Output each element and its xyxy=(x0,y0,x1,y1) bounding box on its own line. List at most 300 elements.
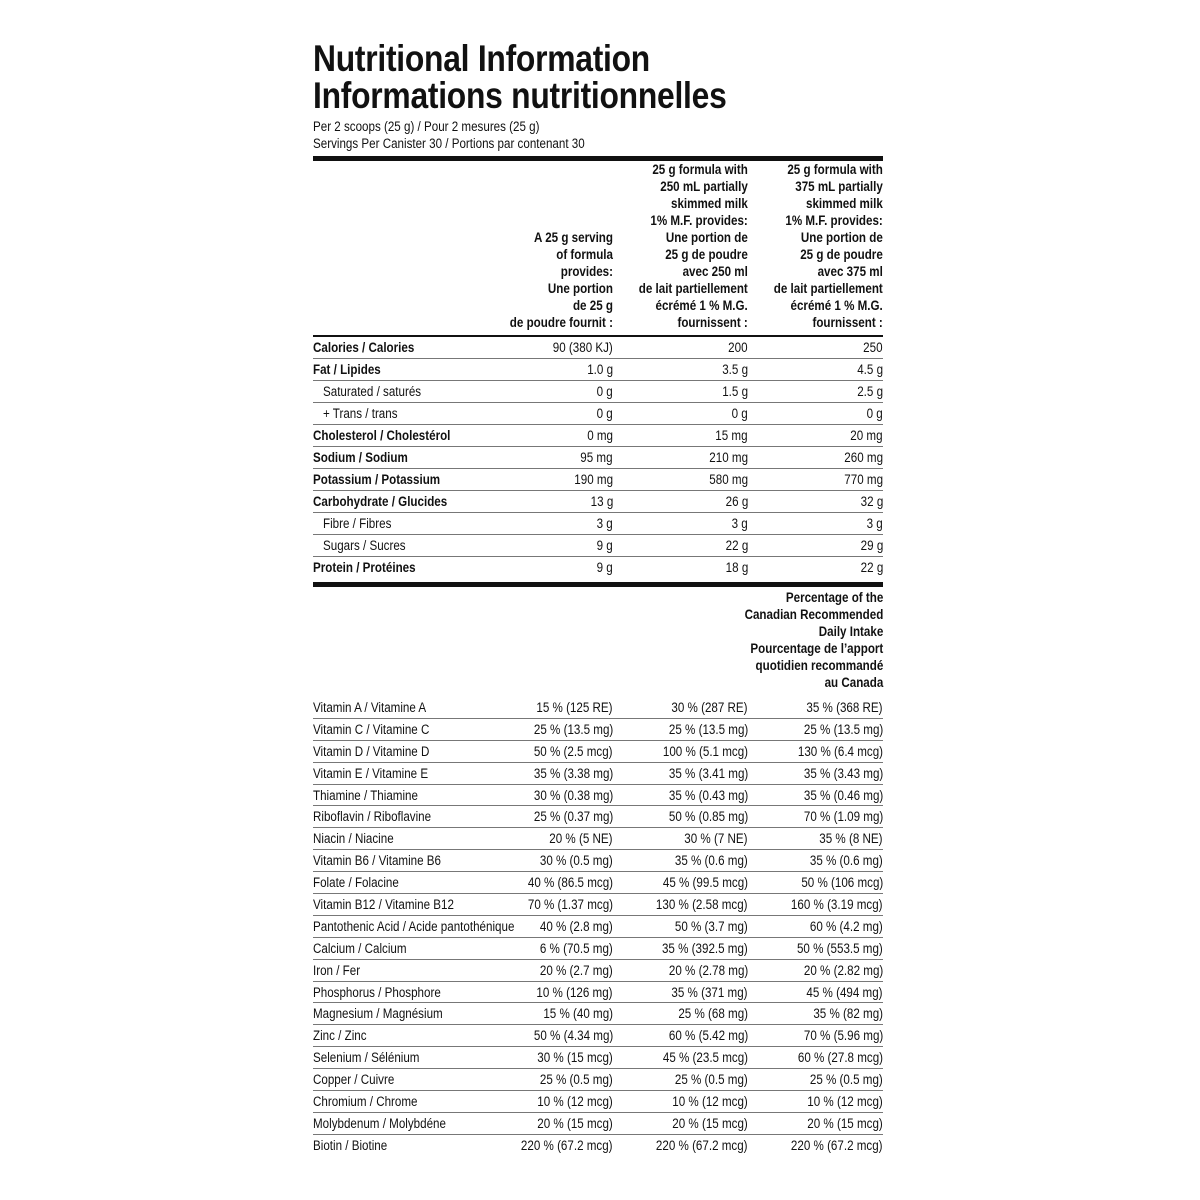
vitamin-row-label xyxy=(313,872,413,894)
value-text: 50 % (106 mcg) xyxy=(801,875,883,891)
vitamin-row xyxy=(313,828,883,850)
vitamin-row-value-c2 xyxy=(648,938,748,960)
nutrient-row-value-c2 xyxy=(710,425,748,447)
header-with-250ml-milk xyxy=(621,161,748,331)
vitamin-row-label xyxy=(313,1003,464,1025)
vitamin-row-value-c1 xyxy=(521,719,613,741)
value-text: 3 g xyxy=(731,516,748,531)
vitamin-row-label xyxy=(313,1091,435,1113)
nutrient-row-value-c1 xyxy=(543,337,613,359)
vitamin-row-label xyxy=(313,741,448,763)
vitamin-row xyxy=(313,697,883,719)
nutrient-row xyxy=(313,491,883,513)
label-text: Niacin / Niacine xyxy=(313,831,394,847)
vitamin-row-value-c3 xyxy=(791,785,883,807)
value-text: 50 % (4.34 mg) xyxy=(533,1028,613,1044)
vitamin-row xyxy=(313,763,883,785)
value-text: 45 % (99.5 mcg) xyxy=(662,875,748,891)
vitamin-row-value-c3 xyxy=(791,1025,883,1047)
header-line: Une portion de xyxy=(666,230,748,245)
label-text: Vitamin C / Vitamine C xyxy=(313,721,430,737)
vitamin-row-value-c2 xyxy=(660,1091,748,1113)
vitamin-row xyxy=(313,741,883,763)
vitamin-row-value-c1 xyxy=(521,741,613,763)
nutrient-row-value-c3 xyxy=(845,425,883,447)
vitamin-row-value-c2 xyxy=(659,697,748,719)
nutrient-row-value-c1 xyxy=(594,557,613,579)
vitamin-row xyxy=(313,960,883,982)
vitamin-row-value-c1 xyxy=(528,850,613,872)
nutrient-row-label xyxy=(313,359,392,381)
title-french xyxy=(313,77,883,114)
vitamin-row xyxy=(313,982,883,1004)
vitamin-row-value-c3 xyxy=(791,719,883,741)
vitamin-row xyxy=(313,1025,883,1047)
value-text: 50 % (3.7 mg) xyxy=(675,918,748,934)
value-text: 32 g xyxy=(860,494,883,509)
value-text: 3 g xyxy=(596,516,613,531)
nutrient-row-value-c2 xyxy=(722,491,748,513)
vitamin-row-value-c2 xyxy=(649,872,748,894)
serving-size xyxy=(313,118,883,135)
vitamin-row-label xyxy=(313,1135,399,1157)
value-text: 25 % (0.37 mg) xyxy=(533,809,613,825)
value-text: 10 % (12 mcg) xyxy=(537,1094,613,1110)
vitamin-row-value-c3 xyxy=(798,1069,883,1091)
vitamin-row-label xyxy=(313,1025,375,1047)
label-text: Calories / Calories xyxy=(313,340,415,355)
value-text: 25 % (0.5 mg) xyxy=(675,1072,748,1088)
header-line: de lait partiellement xyxy=(773,281,883,296)
vitamin-row-value-c3 xyxy=(783,938,883,960)
value-text: 6 % (70.5 mg) xyxy=(540,940,613,956)
value-text: 70 % (5.96 mg) xyxy=(803,1028,883,1044)
vitamin-row-label xyxy=(313,982,462,1004)
label-text: Fibre / Fibres xyxy=(323,516,392,531)
value-text: 35 % (3.38 mg) xyxy=(533,765,613,781)
nutrient-row-value-c1 xyxy=(575,447,613,469)
nutrient-row-value-c2 xyxy=(722,535,748,557)
header-line: 1% M.F. provides: xyxy=(650,213,748,228)
value-text: 130 % (6.4 mcg) xyxy=(797,743,883,759)
header-line: A 25 g serving xyxy=(534,230,613,245)
value-text: 45 % (494 mg) xyxy=(806,984,883,1000)
value-text: 70 % (1.09 mg) xyxy=(803,809,883,825)
vitamin-row-value-c1 xyxy=(525,1047,613,1069)
value-text: 20 % (5 NE) xyxy=(549,831,613,847)
vitamin-row-value-c2 xyxy=(656,960,748,982)
label-text: Calcium / Calcium xyxy=(313,940,407,956)
vitamin-row xyxy=(313,1003,883,1025)
vitamin-row-value-c2 xyxy=(656,719,748,741)
value-text: 35 % (3.41 mg) xyxy=(668,765,748,781)
nutrition-facts-panel xyxy=(313,40,883,1157)
nutrient-row-value-c3 xyxy=(864,513,883,535)
value-text: 40 % (86.5 mcg) xyxy=(527,875,613,891)
vitamin-row-value-c1 xyxy=(506,1135,613,1157)
label-text: Protein / Protéines xyxy=(313,560,416,575)
nutrient-row-value-c3 xyxy=(857,535,883,557)
value-text: 10 % (12 mcg) xyxy=(672,1094,748,1110)
header-line: 25 g de poudre xyxy=(665,247,748,262)
vitamin-row-label xyxy=(313,1047,437,1069)
header-line: avec 250 ml xyxy=(682,264,748,279)
value-text: 25 % (13.5 mg) xyxy=(533,721,613,737)
vitamin-row-value-c3 xyxy=(784,1047,883,1069)
label-text: Copper / Cuivre xyxy=(313,1072,395,1088)
value-text: 250 xyxy=(863,340,883,355)
value-text: 160 % (3.19 mcg) xyxy=(791,897,883,913)
vitamin-row xyxy=(313,785,883,807)
label-text: Sodium / Sodium xyxy=(313,450,408,465)
nutrient-row-value-c2 xyxy=(703,447,748,469)
value-text: 18 g xyxy=(725,560,748,575)
nutrient-row-value-c2 xyxy=(718,359,748,381)
nutrient-row-value-c3 xyxy=(857,491,883,513)
header-line: 25 g formula with xyxy=(652,162,748,177)
value-text: 20 % (15 mcg) xyxy=(537,1115,613,1131)
label-text: Fat / Lipides xyxy=(313,362,381,377)
vitamin-row-label xyxy=(313,828,407,850)
vitamin-row-value-c3 xyxy=(791,960,883,982)
value-text: 220 % (67.2 mcg) xyxy=(521,1137,613,1153)
label-text: Vitamin B12 / Vitamine B12 xyxy=(313,897,454,913)
value-text: 20 % (2.82 mg) xyxy=(803,962,883,978)
header-line: 375 mL partially xyxy=(795,179,883,194)
value-text: 770 mg xyxy=(844,472,883,487)
header-line: de 25 g xyxy=(572,298,613,313)
vitamin-row xyxy=(313,916,883,938)
nutrient-row xyxy=(313,557,883,579)
value-text: 20 % (15 mcg) xyxy=(672,1115,748,1131)
vitamin-row-value-c1 xyxy=(521,763,613,785)
label-text: Potassium / Potassium xyxy=(313,472,441,487)
vitamin-row-value-c1 xyxy=(514,872,613,894)
vitamin-row-value-c1 xyxy=(528,960,613,982)
vitamin-row-value-c2 xyxy=(656,763,748,785)
nutrient-row-value-c1 xyxy=(594,513,613,535)
vitamin-row-label xyxy=(313,763,447,785)
nutrient-row-value-c2 xyxy=(703,469,748,491)
value-text: 200 xyxy=(728,340,748,355)
nutrient-row-value-c2 xyxy=(725,337,748,359)
nutrient-row xyxy=(313,425,883,447)
value-text: 9 g xyxy=(596,560,613,575)
vitamin-row-value-c2 xyxy=(649,1047,748,1069)
nutrient-row-value-c1 xyxy=(594,381,613,403)
value-text: 35 % (0.6 mg) xyxy=(810,853,883,869)
nutrient-row-label xyxy=(313,557,432,579)
header-line: Une portion xyxy=(547,281,613,296)
vitamin-row-label xyxy=(313,960,368,982)
value-text: 29 g xyxy=(860,538,883,553)
header-line: Une portion de xyxy=(801,230,883,245)
value-text: 60 % (5.42 mg) xyxy=(668,1028,748,1044)
value-text: 3 g xyxy=(866,516,883,531)
nutrient-row xyxy=(313,513,883,535)
column-headers xyxy=(313,161,883,337)
nutrient-row-value-c3 xyxy=(857,557,883,579)
vitamin-row xyxy=(313,719,883,741)
vitamin-row-label xyxy=(313,1113,468,1135)
label-text: Molybdenum / Molybdéne xyxy=(313,1115,446,1131)
vitamin-row-value-c2 xyxy=(656,806,748,828)
vitamin-row-value-c1 xyxy=(514,894,613,916)
vitamin-row-value-c3 xyxy=(795,1113,883,1135)
nutrient-row-value-c1 xyxy=(594,535,613,557)
title-english-text: Nutritional Information xyxy=(313,38,650,79)
nutrient-row-value-c3 xyxy=(860,337,883,359)
vitamin-row-value-c2 xyxy=(641,1135,748,1157)
value-text: 0 g xyxy=(596,384,613,399)
value-text: 15 % (40 mg) xyxy=(543,1006,613,1022)
vitamin-row xyxy=(313,1069,883,1091)
vitamin-row xyxy=(313,1047,883,1069)
value-text: 35 % (8 NE) xyxy=(819,831,883,847)
servings-per-text: Servings Per Canister 30 / Portions par contenant 30 xyxy=(313,136,585,151)
value-text: 35 % (82 mg) xyxy=(813,1006,883,1022)
header-line: provides: xyxy=(560,264,613,279)
nutrient-row-value-c3 xyxy=(864,403,883,425)
nutrient-row-value-c1 xyxy=(568,469,613,491)
vitamin-row-value-c1 xyxy=(521,1025,613,1047)
label-text: Vitamin A / Vitamine A xyxy=(313,700,427,715)
vitamin-row-value-c1 xyxy=(521,806,613,828)
vitamin-row-value-c3 xyxy=(795,1091,883,1113)
value-text: 4.5 g xyxy=(857,362,883,377)
vitamin-row-label xyxy=(313,850,462,872)
daily-intake-header-text xyxy=(722,589,883,691)
vitamin-row-label xyxy=(313,697,445,719)
vitamin-row-value-c3 xyxy=(791,806,883,828)
vitamin-row-value-c2 xyxy=(663,1069,748,1091)
nutrient-row-value-c1 xyxy=(587,491,613,513)
vitamin-row-value-c3 xyxy=(784,741,883,763)
value-text: 35 % (3.43 mg) xyxy=(803,765,883,781)
vitamin-row-value-c3 xyxy=(776,894,883,916)
title-english xyxy=(313,40,883,77)
header-line: fournissent : xyxy=(812,315,883,330)
title-french-text: Informations nutritionnelles xyxy=(313,75,727,116)
vitamin-row-value-c1 xyxy=(525,1113,613,1135)
vitamin-row-value-c1 xyxy=(528,938,613,960)
header-line: skimmed milk xyxy=(806,196,883,211)
daily-intake-header-line: Percentage of the xyxy=(785,590,883,605)
vitamin-row-value-c3 xyxy=(791,763,883,785)
vitamin-row xyxy=(313,938,883,960)
label-text: Vitamin E / Vitamine E xyxy=(313,765,429,781)
value-text: 2.5 g xyxy=(857,384,883,399)
nutrient-row-value-c3 xyxy=(853,359,883,381)
vitamin-row-value-c2 xyxy=(649,741,748,763)
value-text: 3.5 g xyxy=(722,362,748,377)
label-text: Riboflavin / Riboflavine xyxy=(313,809,432,825)
value-text: 35 % (392.5 mg) xyxy=(662,940,748,956)
vitamin-row-value-c3 xyxy=(776,1135,883,1157)
label-text: Saturated / saturés xyxy=(323,384,422,399)
value-text: 1.5 g xyxy=(722,384,748,399)
nutrient-row xyxy=(313,469,883,491)
label-text: Vitamin B6 / Vitamine B6 xyxy=(313,853,442,869)
value-text: 210 mg xyxy=(709,450,748,465)
label-text: Vitamin D / Vitamine D xyxy=(313,743,430,759)
vitamin-row-value-c3 xyxy=(794,697,883,719)
vitamin-row xyxy=(313,850,883,872)
label-text: Biotin / Biotine xyxy=(313,1137,388,1153)
value-text: 9 g xyxy=(596,538,613,553)
label-text: Iron / Fer xyxy=(313,962,361,978)
daily-intake-header-line: Canadian Recommended xyxy=(744,607,883,622)
value-text: 220 % (67.2 mcg) xyxy=(791,1137,883,1153)
nutrient-row-label xyxy=(313,491,469,513)
value-text: 100 % (5.1 mcg) xyxy=(662,743,748,759)
value-text: 26 g xyxy=(725,494,748,509)
vitamin-row xyxy=(313,806,883,828)
nutrient-row xyxy=(313,535,883,557)
value-text: 20 % (2.7 mg) xyxy=(540,962,613,978)
header-line: fournissent : xyxy=(677,315,748,330)
nutrient-row xyxy=(313,447,883,469)
value-text: 1.0 g xyxy=(587,362,613,377)
nutrient-row-value-c3 xyxy=(838,447,883,469)
value-text: 45 % (23.5 mcg) xyxy=(662,1050,748,1066)
header-line: of formula xyxy=(556,247,613,262)
vitamin-row-label xyxy=(313,785,435,807)
nutrient-table xyxy=(313,337,883,579)
label-text: + Trans / trans xyxy=(323,406,398,421)
header-line: 25 g formula with xyxy=(787,162,883,177)
nutrient-row-label xyxy=(323,513,403,535)
vitamin-row-value-c1 xyxy=(521,785,613,807)
vitamin-row-value-c1 xyxy=(525,1091,613,1113)
daily-intake-header xyxy=(313,587,883,697)
nutrient-row-label xyxy=(313,469,461,491)
value-text: 30 % (0.5 mg) xyxy=(540,853,613,869)
nutrient-row-value-c3 xyxy=(838,469,883,491)
value-text: 15 % (125 RE) xyxy=(536,700,613,715)
vitamin-row-label xyxy=(313,719,448,741)
daily-intake-header-line: quotidien recommandé xyxy=(755,658,883,673)
daily-intake-header-line: Pourcentage de l’apport xyxy=(750,641,883,656)
nutrient-row-value-c3 xyxy=(853,381,883,403)
daily-intake-header-line: Daily Intake xyxy=(818,624,883,639)
nutrient-row xyxy=(313,359,883,381)
value-text: 35 % (0.43 mg) xyxy=(668,787,748,803)
vitamin-row-value-c3 xyxy=(798,850,883,872)
label-text: Phosphorus / Phosphore xyxy=(313,984,441,1000)
value-text: 20 mg xyxy=(850,428,883,443)
value-text: 25 % (13.5 mg) xyxy=(803,721,883,737)
value-text: 50 % (2.5 mcg) xyxy=(534,743,613,759)
header-powder-only xyxy=(493,229,613,331)
value-text: 22 g xyxy=(725,538,748,553)
label-text: Carbohydrate / Glucides xyxy=(313,494,448,509)
nutrient-row-value-c2 xyxy=(729,513,748,535)
value-text: 60 % (27.8 mcg) xyxy=(797,1050,883,1066)
value-text: 20 % (15 mcg) xyxy=(807,1115,883,1131)
value-text: 25 % (68 mg) xyxy=(678,1006,748,1022)
value-text: 50 % (0.85 mg) xyxy=(668,809,748,825)
nutrient-row xyxy=(313,337,883,359)
vitamin-row-value-c2 xyxy=(667,1003,748,1025)
header-line: écrémé 1 % M.G. xyxy=(655,298,748,313)
vitamin-row xyxy=(313,1113,883,1135)
header-line: 1% M.F. provides: xyxy=(785,213,883,228)
vitamin-row-value-c1 xyxy=(528,916,613,938)
value-text: 10 % (126 mg) xyxy=(536,984,613,1000)
value-text: 35 % (368 RE) xyxy=(806,700,883,715)
value-text: 0 g xyxy=(731,406,748,421)
vitamin-row-value-c3 xyxy=(802,1003,883,1025)
header-with-375ml-milk xyxy=(756,161,883,331)
value-text: 22 g xyxy=(860,560,883,575)
nutrient-row-value-c2 xyxy=(718,381,748,403)
nutrient-row-label xyxy=(313,425,473,447)
vitamin-row-value-c1 xyxy=(532,1003,613,1025)
value-text: 30 % (287 RE) xyxy=(671,700,748,715)
vitamin-row-label xyxy=(313,916,547,938)
nutrient-row-value-c1 xyxy=(583,425,613,447)
value-text: 0 mg xyxy=(587,428,613,443)
servings-per-container xyxy=(313,135,883,152)
vitamin-row-value-c2 xyxy=(663,850,748,872)
label-text: Chromium / Chrome xyxy=(313,1094,418,1110)
value-text: 20 % (2.78 mg) xyxy=(668,962,748,978)
value-text: 60 % (4.2 mg) xyxy=(810,918,883,934)
value-text: 220 % (67.2 mcg) xyxy=(656,1137,748,1153)
daily-intake-header-line: au Canada xyxy=(824,675,883,690)
label-text: Magnesium / Magnésium xyxy=(313,1006,443,1022)
nutrient-row-value-c2 xyxy=(729,403,748,425)
value-text: 260 mg xyxy=(844,450,883,465)
vitamin-row xyxy=(313,1091,883,1113)
value-text: 0 g xyxy=(866,406,883,421)
nutrient-row-label xyxy=(323,403,410,425)
vitamin-row-label xyxy=(313,806,450,828)
value-text: 30 % (15 mcg) xyxy=(537,1050,613,1066)
vitamin-row-value-c3 xyxy=(798,916,883,938)
value-text: 13 g xyxy=(590,494,613,509)
nutrient-row-label xyxy=(313,447,423,469)
label-text: Pantothenic Acid / Acide pantothénique xyxy=(313,918,515,934)
vitamin-row-value-c1 xyxy=(524,982,613,1004)
vitamin-row-value-c2 xyxy=(663,916,748,938)
value-text: 35 % (371 mg) xyxy=(671,984,748,1000)
vitamin-row-value-c2 xyxy=(659,982,748,1004)
vitamin-row xyxy=(313,1135,883,1157)
value-text: 30 % (0.38 mg) xyxy=(533,787,613,803)
vitamin-row-value-c3 xyxy=(794,982,883,1004)
vitamin-row-value-c1 xyxy=(539,828,613,850)
value-text: 0 g xyxy=(596,406,613,421)
vitamin-table xyxy=(313,697,883,1157)
value-text: 40 % (2.8 mg) xyxy=(540,918,613,934)
label-text: Cholesterol / Cholestérol xyxy=(313,428,451,443)
value-text: 25 % (0.5 mg) xyxy=(810,1072,883,1088)
value-text: 35 % (0.46 mg) xyxy=(803,787,883,803)
vitamin-row-value-c3 xyxy=(788,872,883,894)
value-text: 190 mg xyxy=(574,472,613,487)
nutrient-row-value-c1 xyxy=(594,403,613,425)
serving-size-text: Per 2 scoops (25 g) / Pour 2 mesures (25 g) xyxy=(313,119,540,134)
value-text: 30 % (7 NE) xyxy=(684,831,748,847)
nutrient-row xyxy=(313,381,883,403)
value-text: 15 mg xyxy=(715,428,748,443)
value-text: 50 % (553.5 mg) xyxy=(797,940,883,956)
nutrient-row-value-c2 xyxy=(722,557,748,579)
nutrient-row-label xyxy=(323,381,437,403)
value-text: 90 (380 KJ) xyxy=(552,340,613,355)
